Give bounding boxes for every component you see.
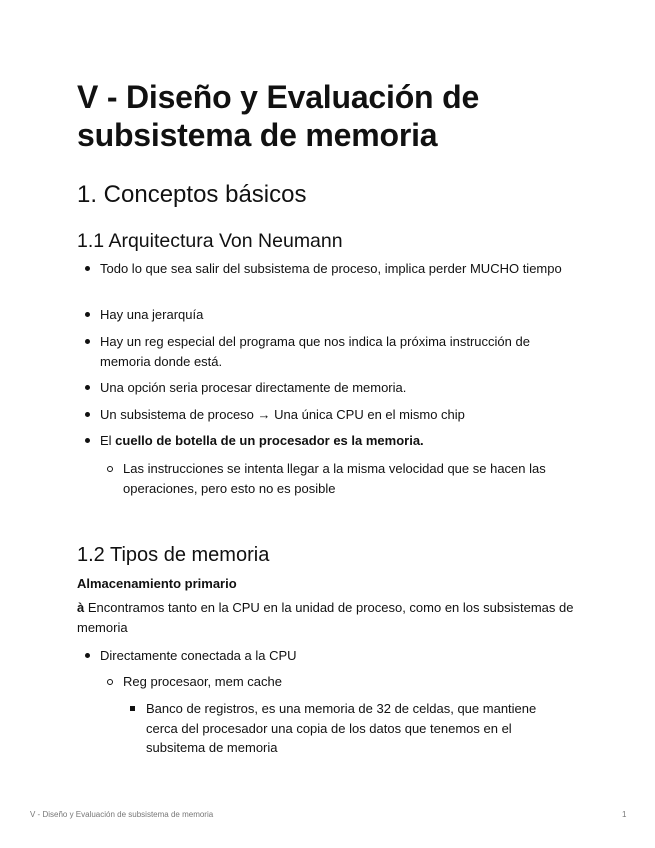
list-item: Hay un reg especial del programa que nos indica la próxima instrucción de memoria donde está.: [100, 332, 570, 371]
list-item: Hay una jerarquía: [100, 305, 570, 325]
nested-list-item-level3: Banco de registros, es una memoria de 32 de celdas, que mantiene cerca del procesador una copia de los datos que tenemos en el subsitema de memoria: [146, 699, 566, 758]
list-item-bottleneck: [100, 431, 570, 451]
document-page: [77, 78, 582, 755]
document-title: V - Diseño y Evaluación de subsistema de memoria: [77, 79, 480, 153]
bottleneck-bold: cuello de botella de un procesador es la memoria.: [115, 433, 424, 448]
bottleneck-prefix: El: [100, 433, 116, 448]
primary-storage-text: Encontramos tanto en la CPU en la unidad de proceso, como en los subsistemas de memoria: [77, 600, 574, 635]
list-item: Todo lo que sea salir del subsistema de proceso, implica perder MUCHO tiempo: [100, 259, 570, 279]
section-heading-conceptos: 1. Conceptos básicos: [77, 181, 307, 208]
list-item: Una opción seria procesar directamente de memoria.: [100, 378, 570, 398]
primary-storage-heading: Almacenamiento primario: [77, 576, 237, 591]
list-item: Directamente conectada a la CPU: [100, 646, 570, 666]
arrow-glyph: à: [77, 600, 85, 615]
list-item: Un subsistema de proceso → Una única CPU en el mismo chip: [100, 405, 570, 425]
footer-title: V - Diseño y Evaluación de subsistema de memoria: [30, 810, 214, 819]
nested-list-item: Reg procesaor, mem cache: [123, 672, 573, 692]
nested-list-item: Las instrucciones se intenta llegar a la misma velocidad que se hacen las operaciones, pero esto no es posible: [123, 459, 573, 498]
primary-storage-paragraph: [77, 598, 582, 637]
subsection-heading-von-neumann: 1.1 Arquitectura Von Neumann: [77, 230, 343, 252]
subsection-heading-tipos: 1.2 Tipos de memoria: [77, 544, 270, 566]
footer-page-number: 1: [622, 810, 627, 819]
